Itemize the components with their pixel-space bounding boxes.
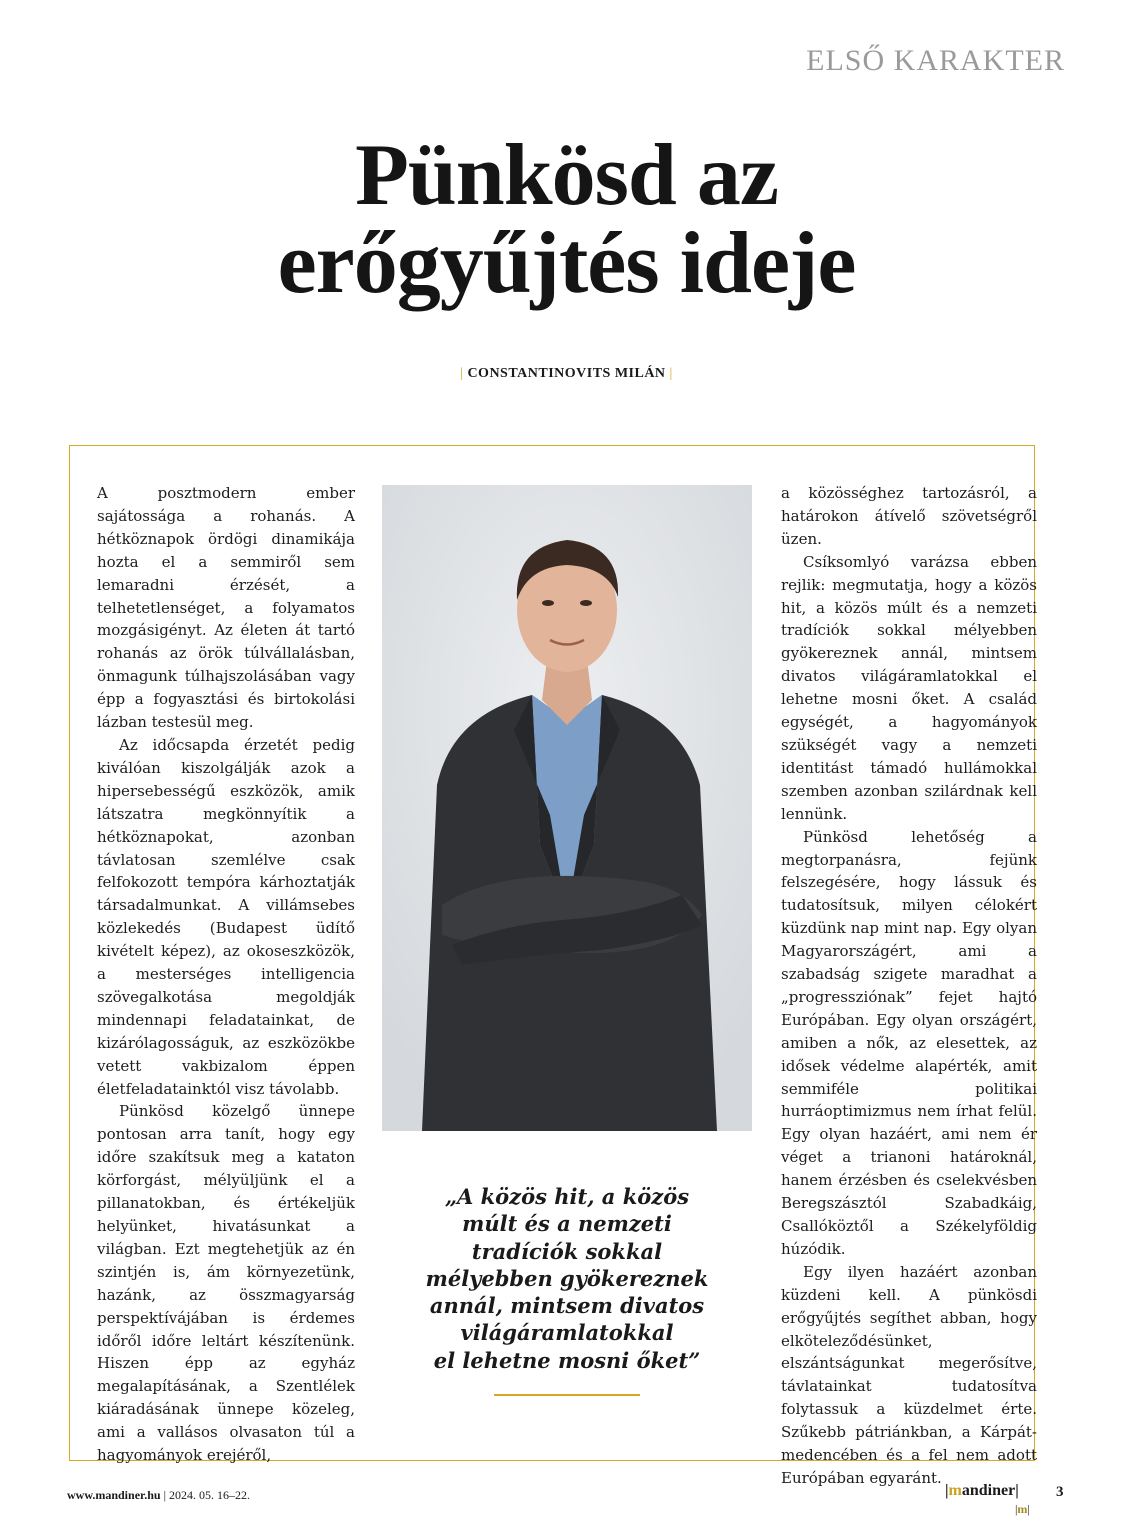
article-title xyxy=(0,127,1133,312)
quote-line: múlt és a nemzeti xyxy=(462,1211,672,1237)
page-number: 3 xyxy=(1056,1484,1064,1500)
footer-site: www.mandiner.hu xyxy=(67,1488,161,1502)
quote-line: tradíciók sokkal xyxy=(471,1238,663,1264)
paragraph: Csíksomlyó varázsa ebben rejlik: megmutatja, hogy a közös hit, a közös múlt és a nemzeti tradíciók sokkal mélyebben gyökereznek annál, mintsem divatos világáramlatokkal el lehetne mosni őket. A család egységét, a hagyományok szükségét vagy a nemzeti identitást támadó hullámokkal szemben azonban szilárdnak kell lennünk. xyxy=(781,552,1037,823)
title-line-1: Pünkösd az xyxy=(355,127,778,224)
logo-rest: andiner xyxy=(961,1482,1016,1499)
logo-initial: m xyxy=(948,1482,962,1499)
author-photo xyxy=(382,485,752,1131)
paragraph: Pünkösd közelgő ünnepe pontosan arra tanít, hogy egy időre szakítsuk meg a kataton körforgást, mélyüljünk el a pillanatokban, és értékeljük helyünket, hivatásunkat a világban. Ezt megtehetjük az én szintjén is, ám környezetünk, hazánk, az összmagyarság perspektívájában is érdemes időről időre leltárt készítenünk. Hiszen épp az egyház megalapításának, a Szentlélek kiáradásának ünnepe közeleg, ami a vallásos olvasaton túl a hagyományok erejéről, xyxy=(97,1102,355,1465)
byline xyxy=(0,366,1133,382)
portrait-illustration xyxy=(382,485,752,1131)
quote-line: világáramlatokkal xyxy=(460,1320,674,1346)
article-column-right xyxy=(781,482,1037,1490)
paragraph: Pünkösd lehetőség a megtorpanásra, fejünk felszegésére, hogy lássuk és tudatosítsuk, milyen célokért küzdünk nap mint nap. Egy olyan Magyarországért, ami a szabadság szigete maradhat a „progressziónak” fejet hajtó Európában. Egy olyan országért, amiben a nők, az elesettek, az idősek védelme alapérték, amit semmiféle politikai hurráoptimizmus nem írhat felül. Egy olyan hazáért, ami nem ér véget a trianoni határoknál, hanem érzésben és cselekvésben Beregszásztól Szabadkáig, Csallóköztől a Székelyföldig húzódik. xyxy=(781,827,1037,1258)
author-name: CONSTANTINOVITS MILÁN xyxy=(467,366,666,381)
title-line-2: erőgyűjtés ideje xyxy=(277,215,856,312)
byline-bar-left: | xyxy=(460,366,464,381)
paragraph: A posztmodern ember sajátossága a rohanás. A hétköznapok ördögi dinamikája hozta el a semmiről sem lemaradni érzését, a telhetetlenséget, a folyamatos mozgásigényt. Az életen át tartó rohanás az örök túlvállalásban, önmagunk túlhajszolásában vagy épp a fogyasztási és birtokolási lázban testesül meg. xyxy=(97,484,355,732)
quote-line: el lehetne mosni őket” xyxy=(433,1347,701,1373)
pull-quote xyxy=(392,1183,742,1374)
paragraph: a közösséghez tartozásról, a határokon átívelő szövetségről üzen. xyxy=(781,484,1037,548)
byline-bar-right: | xyxy=(669,366,673,381)
footer-logo: |mandiner| xyxy=(945,1482,1019,1499)
paragraph: Egy ilyen hazáért azonban küzdeni kell. A pünkösdi erőgyűjtés segíthet abban, hogy elköteleződésünket, elszántságunkat megerősítve, távlatainkat tudatosítva folytassuk a küzdelmet érte. Szűkebb pátriánkban, a Kárpát-medencében és a fel nem adott Európában egyaránt. xyxy=(781,1262,1037,1487)
quote-line: annál, mintsem divatos xyxy=(429,1293,705,1319)
paragraph: Az időcsapda érzetét pedig kiválóan kiszolgálják azok a hipersebességű eszközök, amik látszatra megkönnyítik a hétköznapokat, azonban távlatosan szemlélve csak felfokozott tempóra kárhoztatják társadalmunkat. A villámsebes közlekedés (Budapest üdítő kivételt képez), az okoseszközök, a mesterséges intelligencia szövegalkotása megoldják mindennapi feladatainkat, de kizárólagosságuk, az eszközökbe vetett vakbizalom éppen életfeladatainktól visz távolabb. xyxy=(97,735,355,1098)
end-mark-icon: |m| xyxy=(1015,1502,1030,1516)
quote-line: „A közös hit, a közös xyxy=(444,1184,690,1209)
footer-date: 2024. 05. 16–22. xyxy=(169,1488,250,1502)
quote-divider xyxy=(494,1394,640,1396)
article-column-left xyxy=(97,482,355,1467)
section-label: ELSŐ KARAKTER xyxy=(806,44,1065,77)
quote-line: mélyebben gyökereznek xyxy=(425,1265,709,1291)
footer-left: www.mandiner.hu | 2024. 05. 16–22. xyxy=(67,1488,250,1502)
